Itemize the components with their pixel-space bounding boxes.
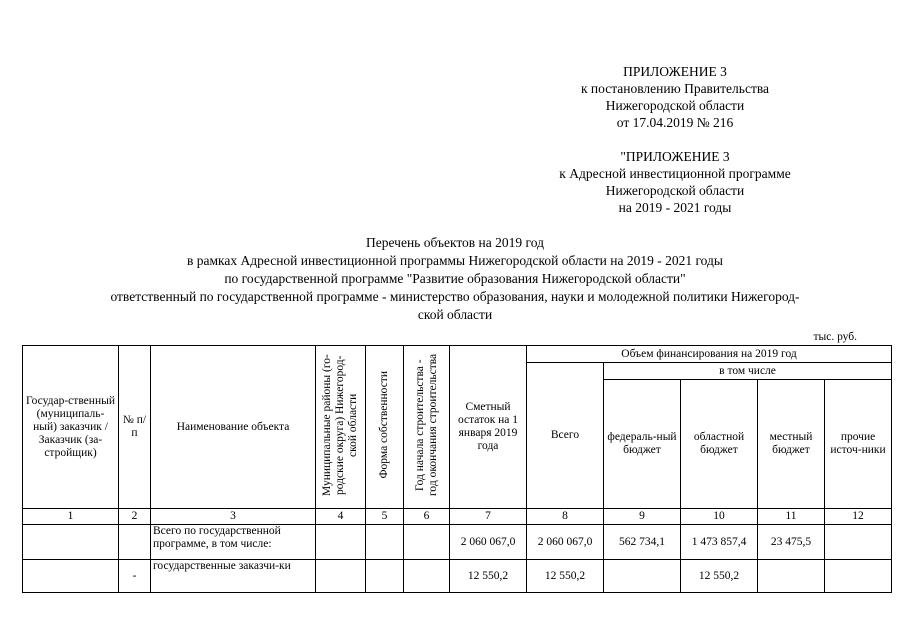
title-line: по государственной программе "Развитие образования Нижегородской области"	[224, 271, 686, 286]
column-number: 8	[527, 509, 604, 525]
header-number: № п/п	[119, 346, 151, 509]
table-cell	[119, 525, 151, 560]
header-districts	[316, 346, 366, 509]
approval-line: "ПРИЛОЖЕНИЕ 3	[620, 149, 730, 164]
approval-line: Нижегородской области	[605, 98, 745, 113]
column-number: 5	[366, 509, 404, 525]
table-row	[23, 560, 892, 593]
header-regional: областной бюджет	[681, 380, 758, 509]
column-number: 1	[23, 509, 119, 525]
approval-block-2	[540, 148, 810, 216]
header-federal: федераль-ный бюджет	[604, 380, 681, 509]
table-cell	[316, 525, 366, 560]
table-cell	[758, 560, 825, 593]
column-number: 2	[119, 509, 151, 525]
table-cell	[23, 525, 119, 560]
table-cell	[366, 525, 404, 560]
objects-table	[22, 345, 892, 593]
column-number: 11	[758, 509, 825, 525]
column-number: 12	[825, 509, 892, 525]
approval-line: к постановлению Правительства	[580, 81, 770, 96]
table-cell	[23, 560, 119, 593]
column-number: 3	[151, 509, 316, 525]
approval-line: Нижегородской области	[605, 183, 745, 198]
header-other: прочие источ-ники	[825, 380, 892, 509]
column-number: 9	[604, 509, 681, 525]
table-cell: 1 473 857,4	[681, 525, 758, 560]
table-cell: 2 060 067,0	[527, 525, 604, 560]
table-cell: 12 550,2	[681, 560, 758, 593]
table-cell: -	[119, 560, 151, 593]
table-row	[23, 525, 892, 560]
table-cell	[825, 525, 892, 560]
table-cell	[316, 560, 366, 593]
header-ownership-text: Форма собственности	[378, 371, 390, 479]
header-balance: Сметный остаток на 1 января 2019 года	[450, 346, 527, 509]
header-funding: Объем финансирования на 2019 год	[527, 346, 892, 363]
document-title	[40, 234, 870, 324]
title-line: ответственный по государственной программе - министерство образования, науки и молодежной политики Нижегород-	[110, 289, 800, 304]
header-local: местный бюджет	[758, 380, 825, 509]
header-years	[404, 346, 450, 509]
title-line: в рамках Адресной инвестиционной программы Нижегородской области на 2019 - 2021 годы	[187, 253, 723, 268]
column-number: 4	[316, 509, 366, 525]
column-number: 10	[681, 509, 758, 525]
table-cell	[366, 560, 404, 593]
table-cell: Всего по государственной программе, в том числе:	[151, 525, 316, 560]
table-cell	[825, 560, 892, 593]
header-object-name: Наименование объекта	[151, 346, 316, 509]
header-ownership	[366, 346, 404, 509]
header-districts-text: Муниципальные районы (го-родские округа) Нижегород-ской области	[321, 354, 359, 496]
header-customer: Государ-ственный (муниципаль-ный) заказчик /Заказчик (за-стройщик)	[23, 346, 119, 509]
table-cell	[404, 560, 450, 593]
table-cell: 2 060 067,0	[450, 525, 527, 560]
title-line: Перечень объектов на 2019 год	[366, 235, 544, 250]
approval-block-1	[540, 63, 810, 131]
title-line: ской области	[417, 307, 493, 322]
table-cell	[604, 560, 681, 593]
header-total: Всего	[527, 363, 604, 509]
table-cell: 12 550,2	[527, 560, 604, 593]
table-cell	[404, 525, 450, 560]
approval-line: ПРИЛОЖЕНИЕ 3	[623, 64, 727, 79]
approval-line: на 2019 - 2021 годы	[618, 200, 732, 215]
header-years-text: Год начала строительства - год окончания строительства	[413, 353, 439, 497]
column-number: 7	[450, 509, 527, 525]
table-cell: 12 550,2	[450, 560, 527, 593]
table-cell: государственные заказчи-ки	[151, 560, 316, 593]
approval-line: от 17.04.2019 № 216	[616, 115, 734, 130]
header-including: в том числе	[604, 363, 892, 380]
unit-label: тыс. руб.	[813, 331, 857, 343]
table-cell: 23 475,5	[758, 525, 825, 560]
column-number: 6	[404, 509, 450, 525]
approval-line: к Адресной инвестиционной программе	[559, 166, 791, 181]
table-cell: 562 734,1	[604, 525, 681, 560]
